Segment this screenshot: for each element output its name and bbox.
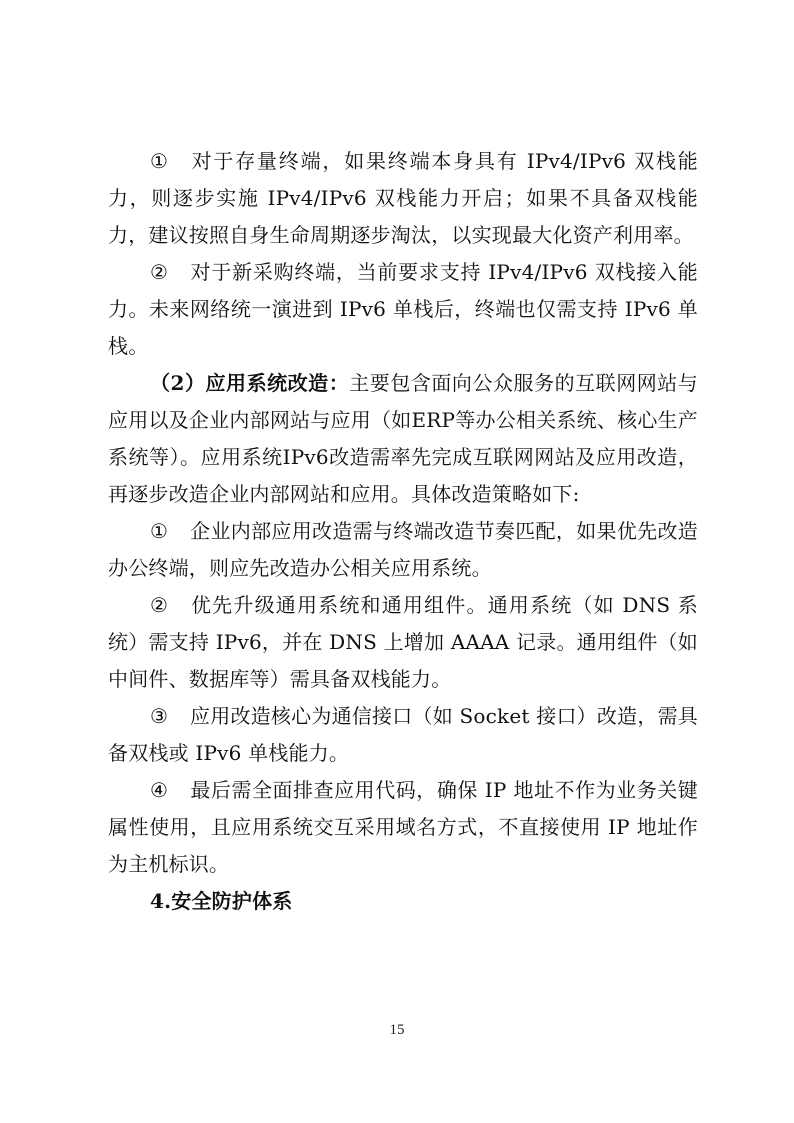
- subsection-heading: （2）应用系统改造：: [150, 371, 350, 395]
- paragraph-application-transformation: [108, 365, 698, 513]
- page-number: 15: [389, 1022, 405, 1038]
- paragraph-new-terminals: [108, 254, 698, 365]
- paragraph-existing-terminals: [108, 143, 698, 254]
- list-marker: ③: [150, 704, 169, 728]
- paragraph-text: 优先升级通用系统和通用组件。通用系统（如 DNS 系统）需支持 IPv6，并在 DNS 上增加 AAAA 记录。通用组件（如中间件、数据库等）需具备双栈能力。: [108, 593, 698, 691]
- paragraph-internal-apps: [108, 513, 698, 587]
- list-marker: ①: [150, 149, 169, 173]
- paragraph-code-review: [108, 772, 698, 883]
- paragraph-text: 企业内部应用改造需与终端改造节奏匹配，如果优先改造办公终端，则应先改造办公相关应用系统。: [108, 519, 698, 580]
- list-marker: ④: [150, 778, 169, 802]
- section-heading: 4.安全防护体系: [150, 889, 293, 913]
- body-text: [108, 143, 698, 920]
- paragraph-text: 对于存量终端，如果终端本身具有 IPv4/IPv6 双栈能力，则逐步实施 IPv4/IPv6 双栈能力开启；如果不具备双栈能力，建议按照自身生命周期逐步淘汰，以实现最大化资产利用率。: [108, 149, 698, 247]
- paragraph-text: 应用改造核心为通信接口（如 Socket 接口）改造，需具备双栈或 IPv6 单栈能力。: [108, 704, 698, 765]
- list-marker: ①: [150, 519, 169, 543]
- paragraph-communication-interface: [108, 698, 698, 772]
- paragraph-text: 主要包含面向公众服务的互联网网站与应用以及企业内部网站与应用（如ERP等办公相关系统、核心生产系统等）。应用系统IPv6改造需率先完成互联网网站及应用改造，再逐步改造企业内部网站和应用。具体改造策略如下:: [108, 371, 699, 506]
- paragraph-common-systems: [108, 587, 698, 698]
- paragraph-text: 对于新采购终端，当前要求支持 IPv4/IPv6 双栈接入能力。未来网络统一演进到 IPv6 单栈后，终端也仅需支持 IPv6 单栈。: [108, 260, 698, 358]
- list-marker: ②: [150, 260, 169, 284]
- list-marker: ②: [150, 593, 169, 617]
- paragraph-text: 最后需全面排查应用代码，确保 IP 地址不作为业务关键属性使用，且应用系统交互采用域名方式，不直接使用 IP 地址作为主机标识。: [108, 778, 698, 876]
